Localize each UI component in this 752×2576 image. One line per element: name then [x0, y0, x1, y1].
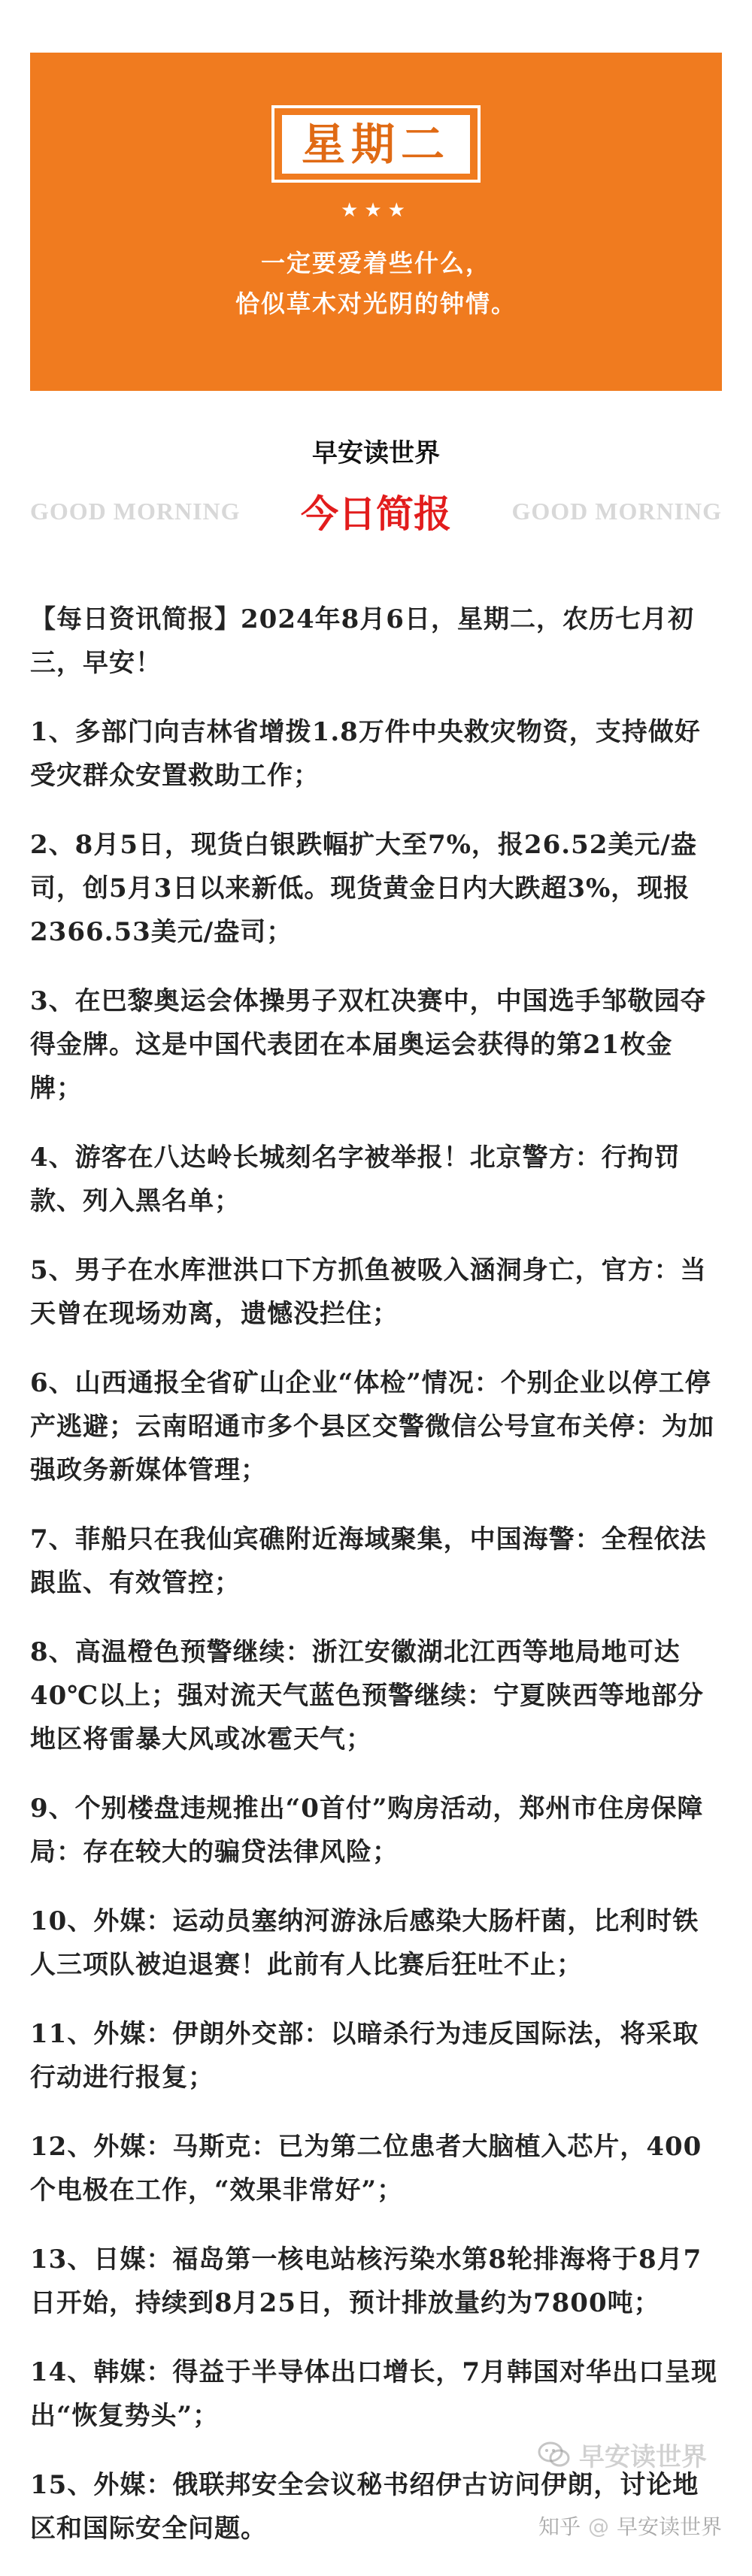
news-item-15: 15、外媒：俄联邦安全会议秘书绍伊古访问伊朗，讨论地区和国际安全问题。 — [30, 2470, 699, 2544]
title-row — [30, 481, 722, 541]
wechat-icon — [537, 2439, 572, 2469]
star-icons: ★★★ — [341, 199, 411, 222]
weekday-label: 星期二 — [282, 115, 470, 174]
news-item-6: 6、山西通报全省矿山企业“体检”情况：个别企业以停工停产逃避；云南昭通市多个县区交警微信公号宣布关停：为加强政务新媒体管理； — [30, 1368, 714, 1485]
news-item-2: 2、8月5日，现货白银跌幅扩大至7%，报26.52美元/盎司，创5月3日以来新低。现货黄金日内大跌超3%，现报2366.53美元/盎司； — [30, 830, 697, 947]
watermark-account: 早安读世界 — [579, 2441, 707, 2472]
news-intro: 【每日资讯简报】2024年8月6日，星期二，农历七月初三，早安！ — [30, 604, 694, 678]
at-separator: @ — [587, 2513, 609, 2538]
author-link[interactable]: 早安读世界 — [616, 2514, 722, 2539]
brand-name: 早安读世界 — [312, 438, 440, 468]
motto — [235, 243, 517, 324]
news-item-4: 4、游客在八达岭长城刻名字被举报！北京警方：行拘罚款、列入黑名单； — [30, 1143, 681, 1216]
zhihu-site-link[interactable]: 知乎 — [538, 2514, 581, 2539]
news-item-3: 3、在巴黎奥运会体操男子双杠决赛中，中国选手邹敬园夺得金牌。这是中国代表团在本届奥运会获得的第21枚金牌； — [30, 986, 707, 1103]
motto-line-1: 一定要爱着些什么， — [260, 249, 491, 277]
news-item-12: 12、外媒：马斯克：已为第二位患者大脑植入芯片，400个电极在工作，“效果非常好”； — [30, 2132, 702, 2205]
page-title: 今日简报 — [301, 492, 451, 536]
news-item-8: 8、高温橙色预警继续：浙江安徽湖北江西等地局地可达40℃以上；强对流天气蓝色预警继续：宁夏陕西等地部分地区将雷暴大风或冰雹天气； — [30, 1637, 705, 1754]
wechat-watermark — [537, 2435, 707, 2473]
day-frame — [271, 105, 481, 183]
good-morning-left: GOOD MORNING — [30, 497, 241, 525]
news-item-14: 14、韩媒：得益于半导体出口增长，7月韩国对华出口呈现出“恢复势头”； — [30, 2357, 717, 2431]
news-item-10: 10、外媒：运动员塞纳河游泳后感染大肠杆菌，比利时铁人三项队被迫退赛！此前有人比赛后狂吐不止； — [30, 1906, 699, 1980]
good-morning-right: GOOD MORNING — [511, 497, 722, 525]
header-banner — [30, 53, 722, 391]
news-item-9: 9、个别楼盘违规推出“0首付”购房活动，郑州市住房保障局：存在较大的骗贷法律风险； — [30, 1794, 704, 1867]
footer-attribution — [538, 2507, 722, 2544]
news-item-1: 1、多部门向吉林省增拨1.8万件中央救灾物资，支持做好受灾群众安置救助工作； — [30, 717, 701, 791]
news-item-13: 13、日媒：福岛第一核电站核污染水第8轮排海将于8月7日开始，持续到8月25日，预计排放量约为7800吨； — [30, 2245, 702, 2318]
news-item-7: 7、菲船只在我仙宾礁附近海域聚集，中国海警：全程依法跟监、有效管控； — [30, 1524, 707, 1598]
news-item-5: 5、男子在水库泄洪口下方抓鱼被吸入涵洞身亡，官方：当天曾在现场劝离，遗憾没拦住； — [30, 1255, 707, 1329]
motto-line-2: 恰似草木对光阴的钟情。 — [235, 289, 517, 318]
news-item-11: 11、外媒：伊朗外交部：以暗杀行为违反国际法，将采取行动进行报复； — [30, 2019, 699, 2093]
news-list — [30, 598, 722, 2576]
